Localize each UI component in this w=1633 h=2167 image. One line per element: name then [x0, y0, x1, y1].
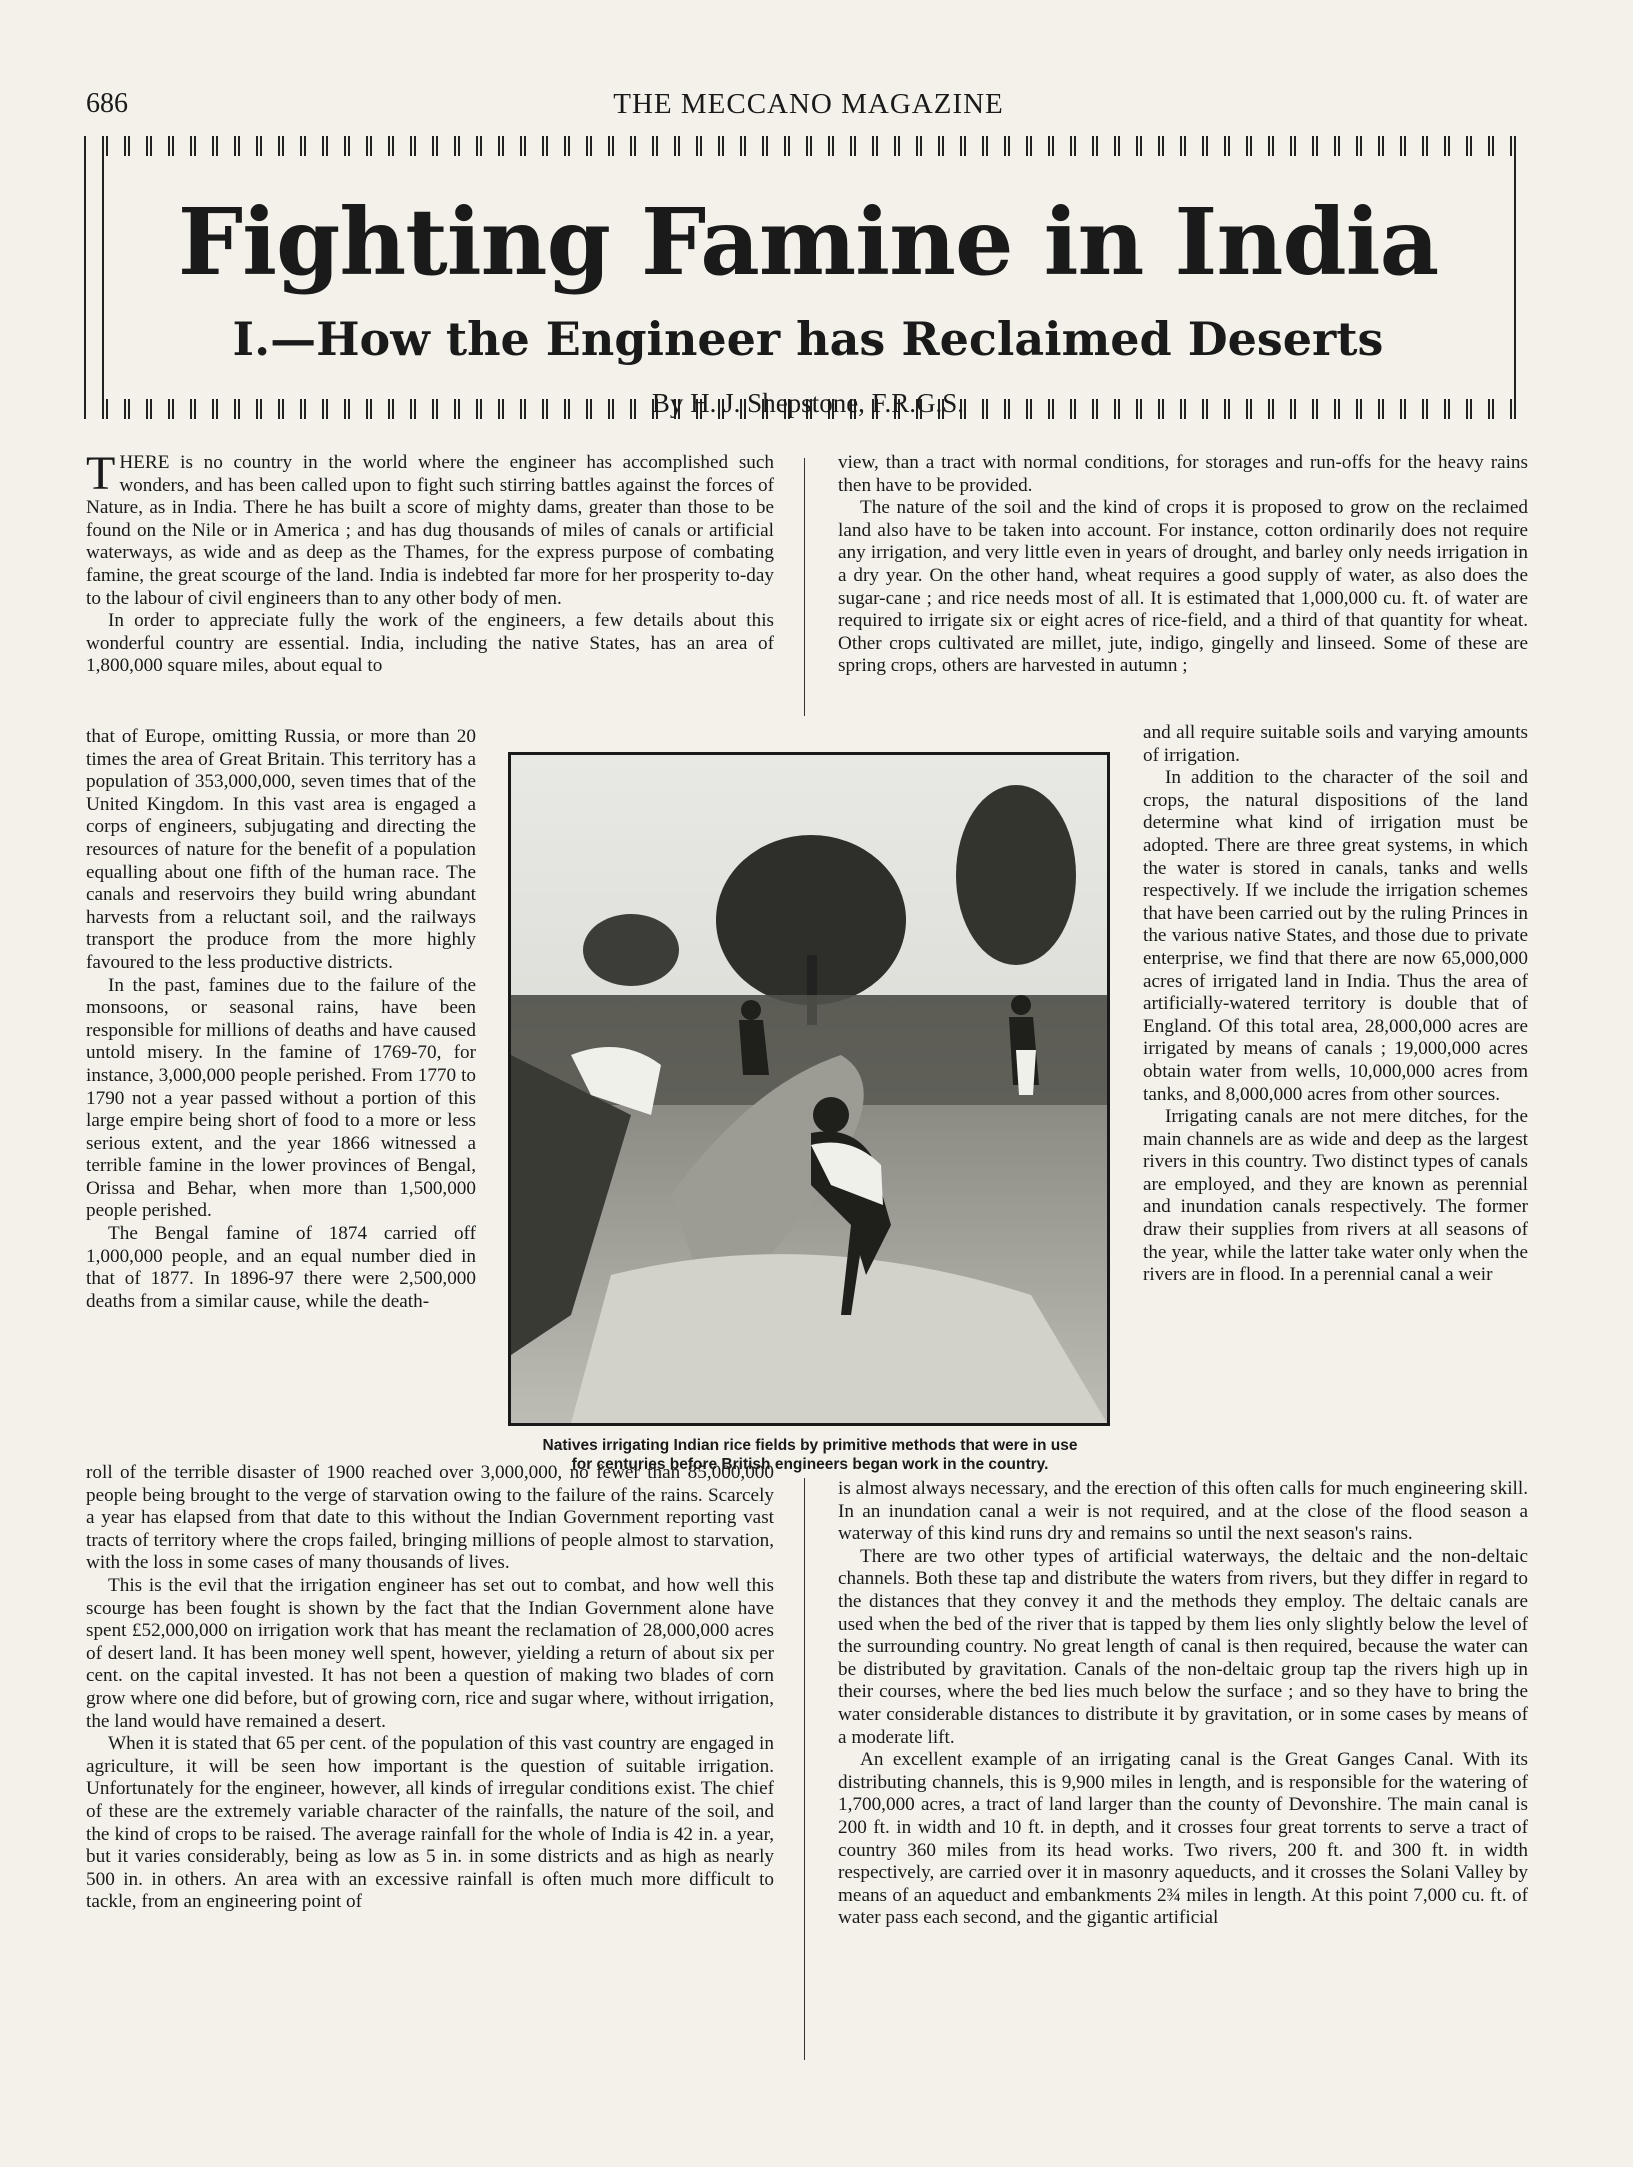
column-left-wrap [86, 726, 476, 1313]
paragraph: The nature of the soil and the kind of crops it is proposed to grow on the reclaimed land also have to be taken into account. For instance, cotton ordinarily does not require any irrigation, and very little even in years of drought, and barley only needs irrigation in a dry year. On the other hand, wheat requires a good supply of water, as also does the sugar-cane ; and rice needs most of all. It is estimated that 1,000,000 cu. ft. of water are required to irrigate six or eight acres of rice-field, and a third of that quantity for wheat. Other crops cultivated are millet, jute, indigo, gingelly and linseed. Some of these are spring crops, others are harvested in autumn ; [838, 497, 1528, 677]
column-left-top [86, 447, 774, 678]
column-left-bottom [86, 1462, 774, 1914]
caption-line: Natives irrigating Indian rice fields by primitive methods that were in use [542, 1437, 1078, 1454]
paragraph: roll of the terrible disaster of 1900 reached over 3,000,000, no fewer than 85,000,000 people being brought to the verge of starvation owing to the failure of the rains. Scarcely a year has elapsed from that date to this without the Indian Government reporting vast tracts of territory where the crops failed, bringing millions of people almost to starvation, with the loss in some cases of many thousands of lives. [86, 1462, 774, 1574]
page-header [86, 88, 1531, 128]
paragraph: view, than a tract with normal conditions, for storages and run-offs for the heavy rains then have to be provided. [838, 452, 1528, 496]
page-number: 686 [86, 88, 128, 119]
magazine-title: THE MECCANO MAGAZINE [613, 88, 1004, 120]
paragraph: In addition to the character of the soil and crops, the natural dispositions of the land determine what kind of irrigation must be adopted. There are three great systems, in which the water is stored in canals, tanks and wells respectively. If we include the irrigation schemes that have been carried out by the ruling Princes in the various native States, and those due to private enterprise, we find that there are now 65,000,000 acres of irrigated land in India. Thus the area of artificially-watered territory is double that of England. Of this total area, 28,000,000 acres are irrigated by means of canals ; 19,000,000 acres obtain water from wells, 10,000,000 acres from tanks, and 8,000,000 acres from other sources. [1143, 767, 1528, 1105]
article-subtitle: I.—How the Engineer has Reclaimed Deserts [232, 312, 1384, 366]
drop-cap: T [86, 447, 116, 500]
title-box [104, 156, 1512, 418]
paragraph: There are two other types of artificial waterways, the deltaic and the non-deltaic channels. Both these tap and distribute the waters from rivers, but they differ in regard to the distances that they convey it and the methods they employ. The deltaic canals are used when the bed of the river that is tapped by them lies only slightly below the level of the surrounding country. No great length of canal is then required, because the water can be distributed by gravitation. Canals of the non-deltaic group tap the rivers high up in their courses, where the bed lies much below the surface ; and so they have to bring the water considerable distances to distribute it by gravitation, or in some cases by means of a moderate lift. [838, 1545, 1528, 1748]
paragraph: This is the evil that the irrigation engineer has set out to combat, and how well this scourge has been fought is shown by the fact that the Indian Government alone have spent £52,000,000 on irrigation work that has meant the reclamation of 28,000,000 acres of desert land. It has been money well spent, however, yielding a return of about six per cent. on the capital invested. It has not been a question of making two blades of corn grow where one did before, but of growing corn, rice and sugar where, without irrigation, the land would have remained a desert. [86, 1574, 774, 1732]
paragraph: that of Europe, omitting Russia, or more than 20 times the area of Great Britain. This territory has a population of 353,000,000, seven times that of the United Kingdom. In this vast area is engaged a corps of engineers, subjugating and directing the resources of nature for the benefit of a population equalling about one fifth of the human race. The canals and reservoirs they build wring abundant harvests from a reluctant soil, and the railways transport the produce from the more highly favoured to the less productive districts. [86, 726, 476, 973]
paragraph: The Bengal famine of 1874 carried off 1,000,000 people, and an equal number died in that of 1877. In 1896-97 there were 2,500,000 deaths from a similar cause, while the death- [86, 1223, 476, 1312]
title-box-border [84, 136, 1532, 419]
column-right-bottom [838, 1478, 1528, 1930]
paragraph [86, 447, 774, 610]
photograph-rice-field-irrigation [508, 752, 1110, 1426]
article-byline: By H. J. Shepstone, F.R.G.S. [651, 388, 965, 418]
paragraph-text: HERE is no country in the world where the engineer has accomplished such wonders, and has been called upon to fight such stirring battles against the forces of Nature, as in India. There he has built a score of mighty dams, greater than those to be found on the Nile or in America ; and has dug thousands of miles of canals or artificial waterways, as wide and as deep as the Thames, for the express purpose of combating famine, the great scourge of the land. India is indebted far more for her prosperity to-day to the labour of civil engineers than to any other body of men. [86, 452, 774, 609]
paragraph: Irrigating canals are not mere ditches, for the main channels are as wide and deep as the largest rivers in this country. Two distinct types of canals are employed, and they are known as perennial and inundation canals respectively. The former draw their supplies from rivers at all seasons of the year, while the latter take water only when the rivers are in flood. In a perennial canal a weir [1143, 1106, 1528, 1286]
column-right-wrap [1143, 722, 1528, 1287]
photo-figure [508, 752, 1110, 1473]
paragraph: and all require suitable soils and varying amounts of irrigation. [1143, 722, 1528, 766]
article-title: Fighting Famine in India [177, 188, 1439, 296]
paragraph: In order to appreciate fully the work of the engineers, a few details about this wonderful country are essential. India, including the native States, has an area of 1,800,000 square miles, about equal to [86, 610, 774, 677]
caption-line: for centuries before British engineers began work in the country. [571, 1456, 1049, 1473]
paragraph: An excellent example of an irrigating canal is the Great Ganges Canal. With its distributing channels, this is 9,900 miles in length, and is responsible for the watering of 1,700,000 acres, a tract of land larger than the county of Devonshire. The main canal is 200 ft. in width and 10 ft. in depth, and it crosses four great torrents to serve a tract of country 360 miles from its head works. Two rivers, 200 ft. and 300 ft. in width respectively, are carried over it in masonry aqueducts, and it crosses the Solani Valley by means of an aqueduct and embankments 2¾ miles in length. At this point 7,000 cu. ft. of water pass each second, and the gigantic artificial [838, 1749, 1528, 1929]
column-right-top [838, 452, 1528, 678]
column-rule-top [804, 458, 805, 716]
paragraph: is almost always necessary, and the erection of this often calls for much engineering skill. In an inundation canal a weir is not required, and at the close of the flood season a waterway of this kind runs dry and remains so until the next season's rains. [838, 1478, 1528, 1545]
paragraph: When it is stated that 65 per cent. of the population of this vast country are engaged in agriculture, it will be seen how important is the question of suitable irrigation. Unfortunately for the engineer, however, all kinds of irregular conditions exist. The chief of these are the extremely variable character of the rainfalls, the nature of the soil, and the kind of crops to be raised. The average rainfall for the whole of India is 42 in. a year, but it varies considerably, being as low as 5 in. in some districts and as high as nearly 500 in. in others. An area with an excessive rainfall is often much more difficult to tackle, from an engineering point of [86, 1733, 774, 1913]
paragraph: In the past, famines due to the failure of the monsoons, or seasonal rains, have been responsible for millions of deaths and have caused untold misery. In the famine of 1769-70, for instance, 3,000,000 people perished. From 1770 to 1790 not a year passed without a portion of this large empire being short of food to a more or less serious extent, and the year 1866 witnessed a terrible famine in the lower provinces of Bengal, Orissa and Behar, when more than 1,500,000 people perished. [86, 974, 476, 1222]
photo-illustration [511, 755, 1107, 1423]
column-rule-bottom [804, 1478, 805, 2060]
